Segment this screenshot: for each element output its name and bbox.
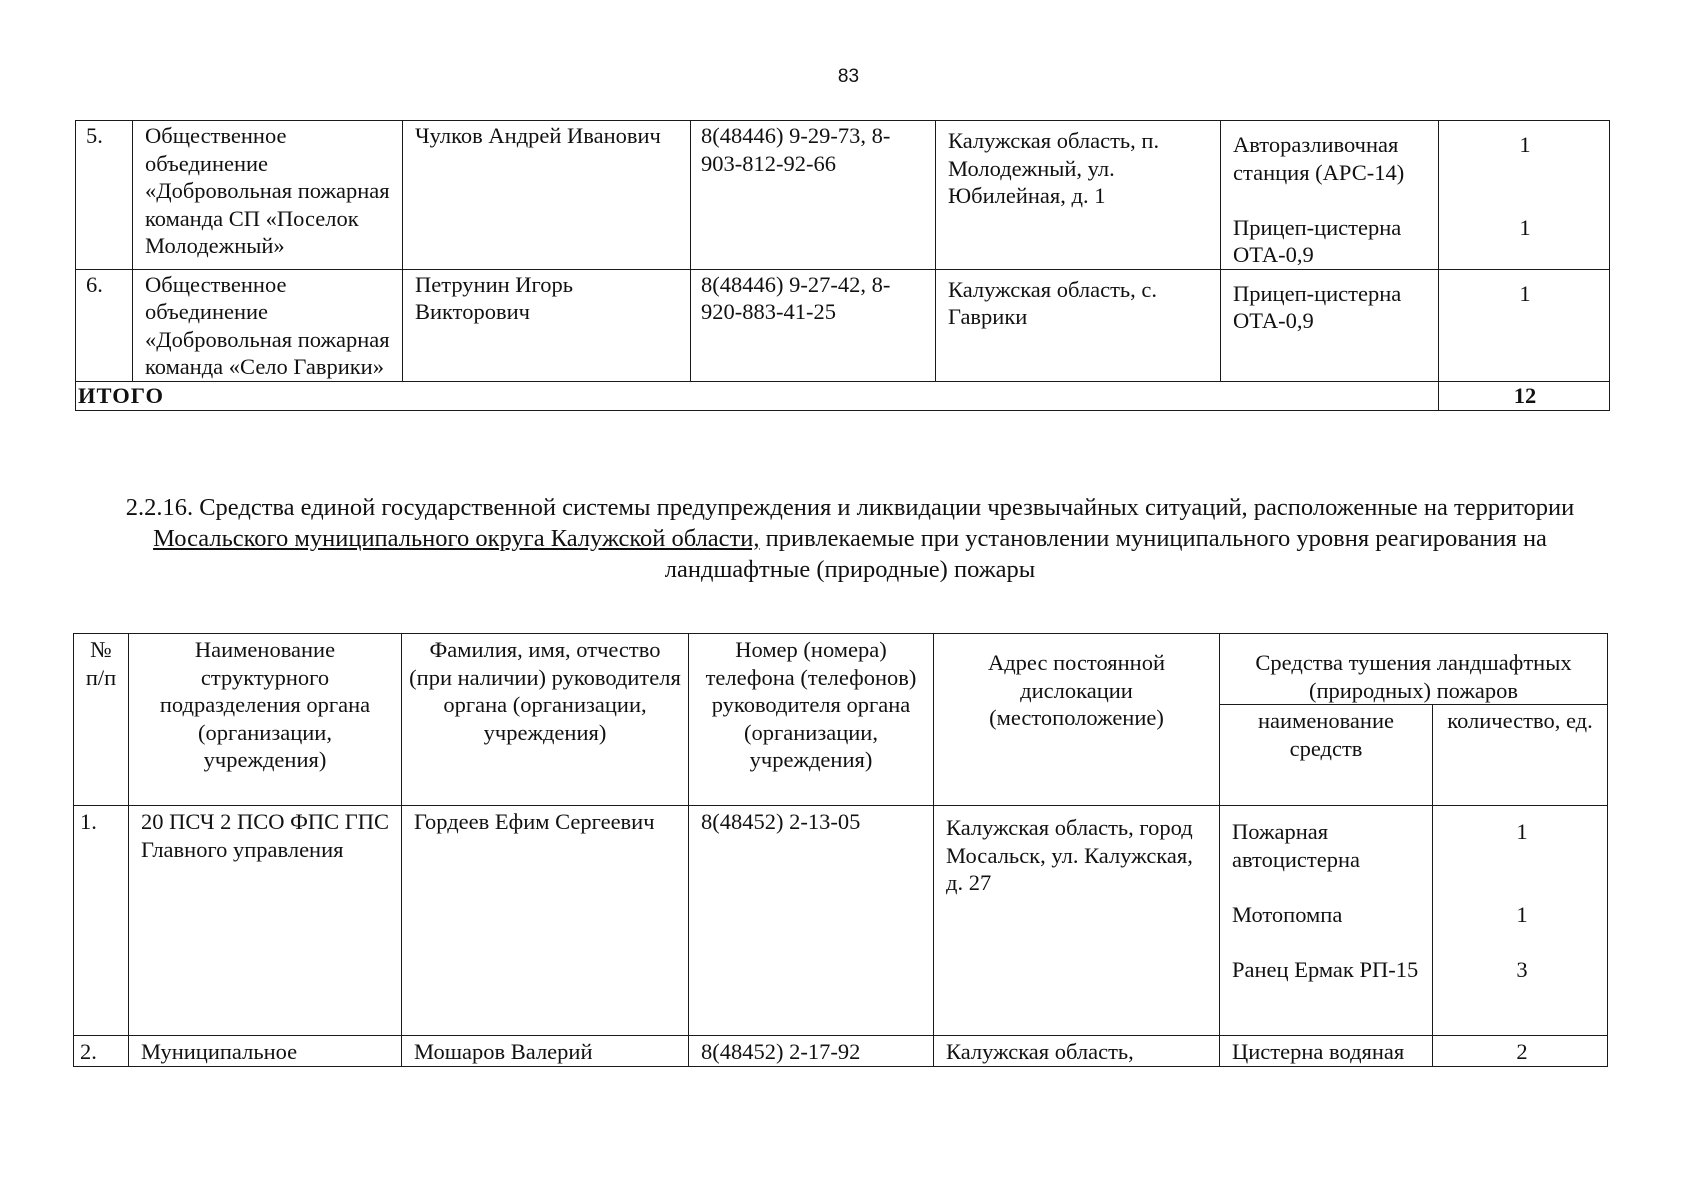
header-phone: Номер (номера) телефона (телефонов) руководителя органа (организации, учреждения)	[689, 634, 934, 806]
section-text-start: 2.2.16. Средства единой государственной системы предупреждения и ликвидации чрезвычайных ситуаций, расположенные на территории	[125, 494, 1575, 521]
means-quantities	[1433, 806, 1608, 1036]
emergency-means-table	[73, 633, 1608, 1067]
header-means-quantity: количество, ед.	[1433, 705, 1608, 806]
table-row	[74, 806, 1608, 1036]
means-names	[1220, 1036, 1433, 1067]
section-text-end: привлекаемые при установлении муниципального уровня реагирования на ландшафтные (природные) пожары	[664, 525, 1547, 583]
total-value: 12	[1439, 381, 1610, 410]
header-means-name: наименование средств	[1220, 705, 1433, 806]
section-text-underlined: Мосальского муниципального округа Калужской области,	[153, 525, 760, 552]
page-number: 83	[837, 66, 860, 87]
row-number: 1.	[74, 806, 129, 1036]
means-name: Авторазливочная станция (АРС-14)	[1233, 132, 1405, 185]
table-row	[76, 121, 1610, 270]
row-number: 2.	[74, 1036, 129, 1067]
fire-teams-table-continued	[75, 120, 1610, 411]
row-number: 6.	[76, 269, 133, 381]
means-name: Ранец Ермак РП-15	[1232, 956, 1419, 982]
means-name: Мотопомпа	[1232, 901, 1343, 927]
table-row	[76, 269, 1610, 381]
phone-number: 8(48452) 2-13-05	[689, 806, 934, 1036]
head-name: Мошаров Валерий	[402, 1036, 689, 1067]
header-means-group: Средства тушения ландшафтных (природных) пожаров	[1220, 634, 1608, 705]
address: Калужская область,	[934, 1036, 1220, 1067]
phone-number: 8(48446) 9-27-42, 8-920-883-41-25	[691, 269, 936, 381]
means-name: Прицеп-цистерна ОТА-0,9	[1233, 214, 1402, 267]
header-row	[74, 634, 1608, 705]
means-quantities	[1433, 1036, 1608, 1067]
total-row	[76, 381, 1610, 410]
means-names	[1221, 121, 1439, 270]
head-name: Петрунин Игорь Викторович	[403, 269, 691, 381]
means-quantity: 1	[1519, 214, 1531, 240]
means-quantities	[1439, 121, 1610, 270]
section-heading	[90, 492, 1610, 585]
means-name: Цистерна водяная	[1232, 1039, 1405, 1064]
organization-name: Общественное объединение «Добровольная пожарная команда СП «Поселок Молодежный»	[133, 121, 403, 270]
means-name: Прицеп-цистерна ОТА-0,9	[1233, 280, 1402, 333]
organization-name: 20 ПСЧ 2 ПСО ФПС ГПС Главного управления	[129, 806, 402, 1036]
means-quantity: 1	[1519, 280, 1531, 306]
means-quantity: 2	[1516, 1039, 1528, 1064]
address: Калужская область, п. Молодежный, ул. Юбилейная, д. 1	[936, 121, 1221, 270]
header-number: № п/п	[74, 634, 129, 806]
means-quantity: 1	[1519, 132, 1531, 157]
address: Калужская область, с. Гаврики	[936, 269, 1221, 381]
phone-number: 8(48452) 2-17-92	[689, 1036, 934, 1067]
phone-number: 8(48446) 9-29-73, 8-903-812-92-66	[691, 121, 936, 270]
row-number: 5.	[76, 121, 133, 270]
head-name: Чулков Андрей Иванович	[403, 121, 691, 270]
head-name: Гордеев Ефим Сергеевич	[402, 806, 689, 1036]
total-label: ИТОГО	[76, 381, 1439, 410]
header-head: Фамилия, имя, отчество (при наличии) руководителя органа (организации, учреждения)	[402, 634, 689, 806]
table-row	[74, 1036, 1608, 1067]
organization-name: Муниципальное	[129, 1036, 402, 1067]
means-quantity: 3	[1516, 956, 1528, 982]
means-names	[1221, 269, 1439, 381]
means-name: Пожарная автоцистерна	[1232, 819, 1361, 872]
header-organization: Наименование структурного подразделения органа (организации, учреждения)	[129, 634, 402, 806]
means-quantity: 1	[1516, 819, 1528, 844]
header-address: Адрес постоянной дислокации (местоположение)	[934, 634, 1220, 806]
address: Калужская область, город Мосальск, ул. Калужская, д. 27	[934, 806, 1220, 1036]
means-quantities	[1439, 269, 1610, 381]
organization-name: Общественное объединение «Добровольная пожарная команда «Село Гаврики»	[133, 269, 403, 381]
means-names	[1220, 806, 1433, 1036]
means-quantity: 1	[1516, 901, 1528, 927]
